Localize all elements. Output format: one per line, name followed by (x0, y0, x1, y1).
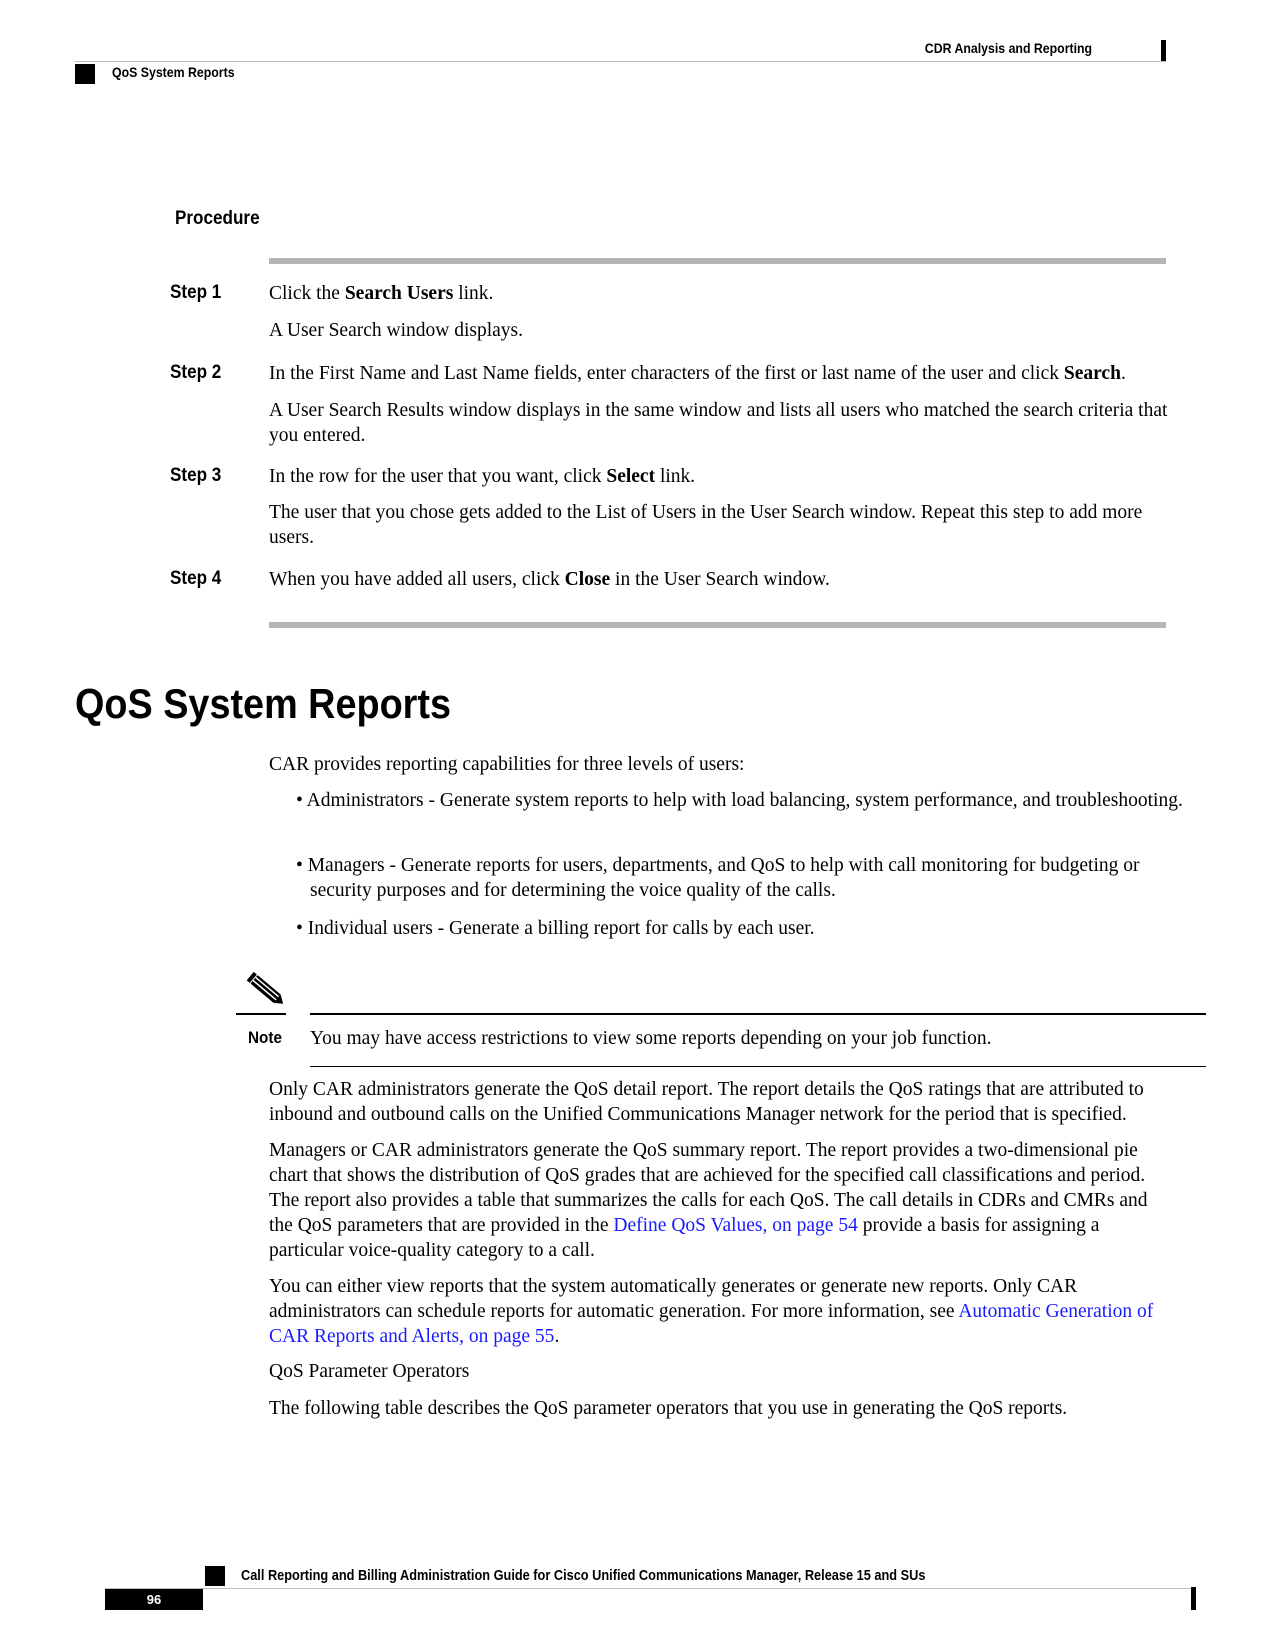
step-label: Step 4 (170, 568, 222, 589)
paragraph-qos-detail: Only CAR administrators generate the QoS detail report. The report details the QoS ratings that are attributed to inbound and outbound calls on the Unified Communications Manager network for the period that is specified. (269, 1079, 1144, 1125)
step-instruction: When you have added all users, click Close in the User Search window. (269, 569, 830, 590)
header-block (75, 64, 95, 84)
paragraph-automatic-reports: You can either view reports that the system automatically generates or generate new reports. Only CAR administrators can schedule reports for automatic generation. For more information, see Automatic Generation of CAR Reports and Alerts, on page 55. (269, 1276, 1154, 1347)
footer-rule (105, 1588, 1196, 1589)
note-label: Note (248, 1028, 283, 1047)
step-result: A User Search Results window displays in the same window and lists all users who matched the search criteria that you entered. (269, 400, 1168, 446)
note-text: You may have access restrictions to view some reports depending on your job function. (310, 1028, 992, 1049)
section-intro: CAR provides reporting capabilities for three levels of users: (269, 754, 745, 775)
pencil-note-icon (244, 970, 288, 1010)
list-item: • Administrators - Generate system reports to help with load balancing, system performance, and troubleshooting. (296, 790, 1183, 811)
page-number: 96 (105, 1589, 203, 1610)
procedure-bottom-rule (269, 622, 1166, 628)
step-label: Step 3 (170, 465, 222, 486)
ui-term: Close (564, 569, 611, 590)
paragraph-qos-operators-heading: QoS Parameter Operators (269, 1361, 470, 1382)
procedure-title: Procedure (175, 208, 260, 229)
paragraph-table-intro: The following table describes the QoS parameter operators that you use in generating the QoS reports. (269, 1398, 1068, 1419)
define-qos-values-link[interactable]: Define QoS Values, on page 54 (613, 1215, 858, 1236)
running-header-section: QoS System Reports (112, 64, 235, 80)
ui-term: Search Users (344, 283, 454, 304)
step-result: The user that you chose gets added to the List of Users in the User Search window. Repeat this step to add more users. (269, 502, 1143, 548)
header-bar (1161, 40, 1166, 62)
step-instruction: In the row for the user that you want, click Select link. (269, 466, 696, 487)
section-title: QoS System Reports (75, 680, 452, 727)
list-item: • Managers - Generate reports for users, departments, and QoS to help with call monitoring for budgeting or security purposes and for determining the voice quality of the calls. (296, 855, 1140, 901)
step-label: Step 2 (170, 362, 222, 383)
ui-term: Select (606, 466, 656, 487)
footer-bar (1191, 1587, 1196, 1610)
ui-term: Search (1063, 363, 1121, 384)
step-instruction: Click the Search Users link. (269, 283, 494, 304)
note-icon-rule (236, 1013, 286, 1015)
note-bottom-rule (310, 1066, 1206, 1067)
running-header-chapter: CDR Analysis and Reporting (924, 40, 1092, 56)
header-rule (75, 61, 1166, 62)
step-label: Step 1 (170, 282, 222, 303)
automatic-generation-link[interactable]: Automatic Generation of CAR Reports and Alerts, on page 55 (269, 1301, 1154, 1347)
step-instruction: In the First Name and Last Name fields, enter characters of the first or last name of the user and click Search. (269, 363, 1126, 384)
footer-block (205, 1566, 225, 1586)
step-result: A User Search window displays. (269, 320, 524, 341)
paragraph-qos-summary: Managers or CAR administrators generate the QoS summary report. The report provides a two-dimensional pie chart that shows the distribution of QoS grades that are achieved for the specified call classifications and period. The report also provides a table that summarizes the calls for each QoS. The call details in CDRs and CMRs and the QoS parameters that are provided in the Define QoS Values, on page 54 provide a basis for assigning a particular voice-quality category to a call. (269, 1140, 1148, 1261)
note-top-rule (310, 1013, 1206, 1015)
procedure-top-rule (269, 258, 1166, 264)
list-item: • Individual users - Generate a billing report for calls by each user. (296, 918, 815, 939)
footer-guide-title: Call Reporting and Billing Administration Guide for Cisco Unified Communications Manager, Release 15 and SUs (241, 1568, 926, 1584)
